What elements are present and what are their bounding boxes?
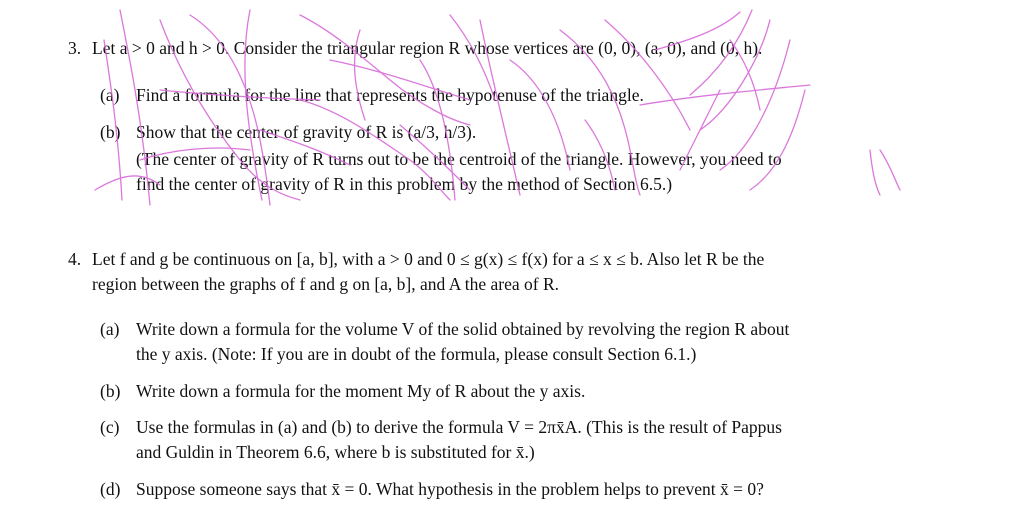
problem-4-part-a-label: (a) xyxy=(100,319,120,339)
problem-3-note-line-1: (The center of gravity of R turns out to be the centroid of the triangle. However, you need to xyxy=(136,149,782,169)
problem-4-part-c-line-2: and Guldin in Theorem 6.6, where b is substituted for x̄.) xyxy=(136,442,535,462)
problem-4-part-b-line-1: Write down a formula for the moment My of R about the y axis. xyxy=(136,381,586,401)
problem-3-note-line-2: find the center of gravity of R in this problem by the method of Section 6.5.) xyxy=(136,174,673,194)
problem-4-part-c-line-1: Use the formulas in (a) and (b) to derive the formula V = 2πx̄A. (This is the result of Pappus xyxy=(136,417,782,437)
problem-4-part-d-label: (d) xyxy=(100,479,121,499)
problem-4-part-b-label: (b) xyxy=(100,381,121,401)
problem-3-statement: Let a > 0 and h > 0. Consider the triangular region R whose vertices are (0, 0), (a, 0), and (0, h). xyxy=(92,38,763,58)
problem-3-part-a-text: Find a formula for the line that represents the hypotenuse of the triangle. xyxy=(136,85,644,105)
problem-3-part-b-label: (b) xyxy=(100,122,121,142)
problem-3-part-b-text: Show that the center of gravity of R is (a/3, h/3). xyxy=(136,122,477,142)
problem-4-number: 4. xyxy=(68,249,82,269)
problem-4-part-a-line-2: the y axis. (Note: If you are in doubt of the formula, please consult Section 6.1.) xyxy=(136,344,697,364)
problem-4-part-c-label: (c) xyxy=(100,417,120,437)
problem-4-part-a-line-1: Write down a formula for the volume V of the solid obtained by revolving the region R about xyxy=(136,319,790,339)
problem-4-statement-line-2: region between the graphs of f and g on [a, b], and A the area of R. xyxy=(92,274,559,294)
problem-3-number: 3. xyxy=(68,38,82,58)
problem-3-part-a-label: (a) xyxy=(100,85,120,105)
problem-4-statement-line-1: Let f and g be continuous on [a, b], with a > 0 and 0 ≤ g(x) ≤ f(x) for a ≤ x ≤ b. Also let R be the xyxy=(92,249,765,269)
problem-4-part-d-line-1: Suppose someone says that x̄ = 0. What hypothesis in the problem helps to prevent x̄ = 0? xyxy=(136,479,764,499)
